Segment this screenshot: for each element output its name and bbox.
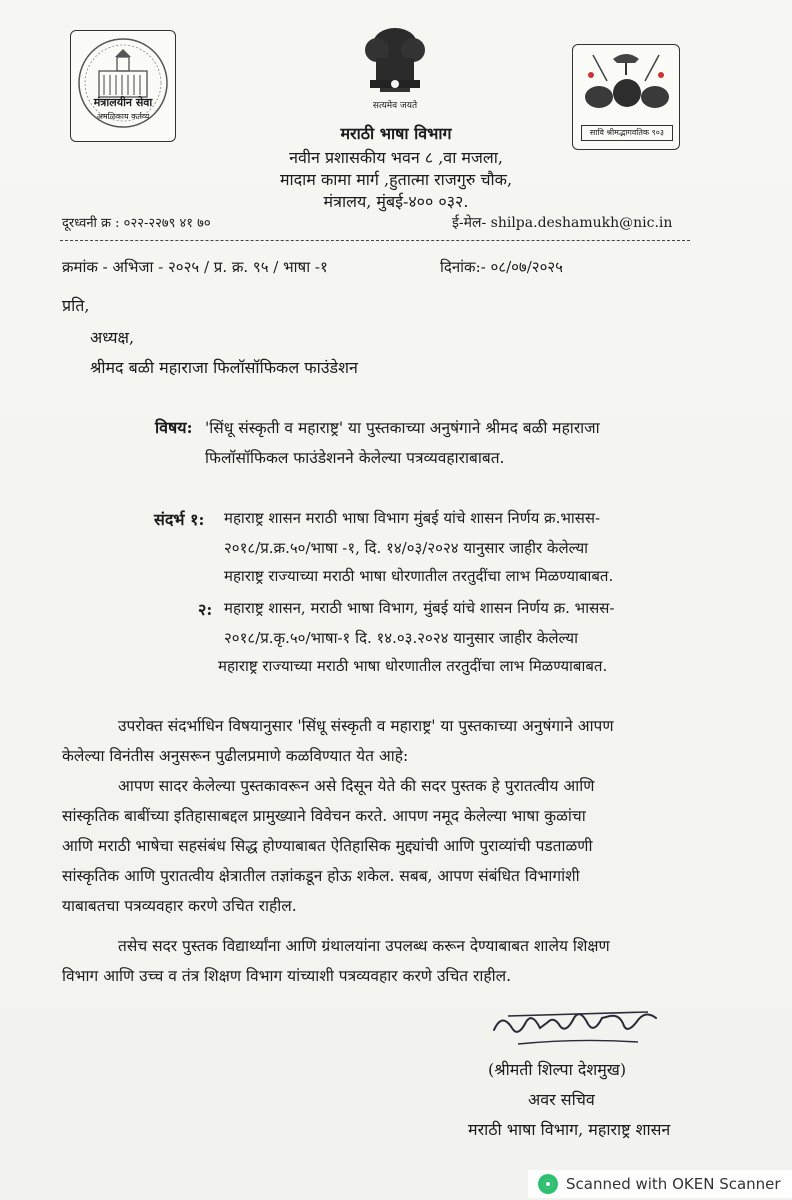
department-name: मराठी भाषा विभाग xyxy=(340,124,452,143)
left-logo-subtext: अमळिकाय कर्तव्य xyxy=(96,112,150,121)
royal-crest-icon xyxy=(573,45,679,125)
subject-line-1: 'सिंधू संस्कृती व महाराष्ट्र' या पुस्तकाच्या अनुषंगाने श्रीमद बळी महाराजा xyxy=(205,419,600,437)
address-line-1: नवीन प्रशासकीय भवन ८ ,वा मजला, xyxy=(289,148,503,167)
reference-1-line-1: महाराष्ट्र शासन मराठी भाषा विभाग मुंबई यांचे शासन निर्णय क्र.भासस- xyxy=(224,509,601,527)
scanner-text: Scanned with OKEN Scanner xyxy=(566,1175,781,1193)
body-p3-line-2: विभाग आणि उच्च व तंत्र शिक्षण विभाग यांच्याशी पत्रव्यवहार करणे उचित राहील. xyxy=(62,967,512,985)
reference-2-line-1: महाराष्ट्र शासन, मराठी भाषा विभाग, मुंबई यांचे शासन निर्णय क्र. भासस- xyxy=(224,599,615,617)
signatory-name: (श्रीमती शिल्पा देशमुख) xyxy=(488,1060,627,1079)
body-p2-line-4: सांस्कृतिक आणि पुरातत्वीय क्षेत्रातील तज्ञांकडून होऊ शकेल. सबब, आपण संबंधित विभागांशी xyxy=(62,867,580,885)
handwritten-signature xyxy=(488,998,668,1058)
reference-number: क्रमांक - अभिजा - २०२५ / प्र. क्र. ९५ / भाषा -१ xyxy=(62,258,328,276)
subject-label: विषय: xyxy=(155,418,193,437)
body-p2-line-1: आपण सादर केलेल्या पुस्तकावरून असे दिसून येते की सदर पुस्तक हे पुरातत्वीय आणि xyxy=(118,777,595,795)
reference-2-label: २: xyxy=(198,600,213,619)
header-divider xyxy=(60,240,690,241)
reference-2-line-2: २०१८/प्र.कृ.५०/भाषा-१ दि. १४.०३.२०२४ यानुसार जाहीर केलेल्या xyxy=(224,629,578,647)
signatory-office: मराठी भाषा विभाग, महाराष्ट्र शासन xyxy=(468,1120,671,1139)
body-p1-line-2: केलेल्या विनंतीस अनुसरून पुढीलप्रमाणे कळविण्यात येत आहे: xyxy=(62,747,409,765)
emblem-motto: सत्यमेव जयते xyxy=(372,101,418,111)
signatory-designation: अवर सचिव xyxy=(528,1090,595,1109)
address-line-3: मंत्रालय, मुंबई-४०० ०३२. xyxy=(323,192,469,211)
scanner-watermark xyxy=(528,1170,792,1198)
ashoka-lions-icon xyxy=(350,22,440,102)
body-p1-line-1: उपरोक्त संदर्भाधिन विषयानुसार 'सिंधू संस्कृती व महाराष्ट्र' या पुस्तकाच्या अनुषंगाने आपण xyxy=(118,717,614,735)
subject-line-2: फिलॉसॉफिकल फाउंडेशनने केलेल्या पत्रव्यवहाराबाबत. xyxy=(205,449,505,467)
phone-number: दूरध्वनी क्र : ०२२-२२७९ ४१ ७० xyxy=(62,216,211,231)
reference-1-line-2: २०१८/प्र.क्र.५०/भाषा -१, दि. १४/०३/२०२४ यानुसार जाहीर केलेल्या xyxy=(224,539,589,557)
letter-date: दिनांक:- ०८/०७/२०२५ xyxy=(440,258,563,276)
address-line-2: मादाम कामा मार्ग ,हुतात्मा राजगुरु चौक, xyxy=(279,170,513,189)
reference-1-line-3: महाराष्ट्र राज्याच्या मराठी भाषा धोरणातील तरतुदींचा लाभ मिळण्याबाबत. xyxy=(224,567,614,585)
body-p3-line-1: तसेच सदर पुस्तक विद्यार्थ्यांना आणि ग्रंथालयांना उपलब्ध करून देण्याबाबत शालेय शिक्षण xyxy=(118,937,610,955)
recipient-title: अध्यक्ष, xyxy=(90,328,135,347)
reference-2-line-3: महाराष्ट्र राज्याच्या मराठी भाषा धोरणातील तरतुदींचा लाभ मिळण्याबाबत. xyxy=(218,657,608,675)
body-p2-line-2: सांस्कृतिक बाबींच्या इतिहासाबद्दल प्रामुख्याने विवेचन करते. आपण नमूद केलेल्या भाषा कुळांचा xyxy=(62,807,586,825)
left-logo-text: मंत्रालयीन सेवा xyxy=(93,96,153,109)
reference-1-label: संदर्भ १: xyxy=(154,510,205,529)
scanner-logo-icon xyxy=(538,1174,558,1194)
recipient-org: श्रीमद बळी महाराजा फिलॉसॉफिकल फाउंडेशन xyxy=(90,358,358,377)
recipient-prati: प्रति, xyxy=(62,296,90,315)
body-p2-line-3: आणि मराठी भाषेचा सहसंबंध सिद्ध होण्याबाबत ऐतिहासिक मुद्द्यांची आणि पुराव्यांची पडताळणी xyxy=(62,837,593,855)
email-address: ई-मेल- shilpa.deshamukh@nic.in xyxy=(452,215,673,231)
national-emblem xyxy=(350,22,440,114)
right-logo-text: सावि श्रीमद्भागवतिक ९०३ xyxy=(581,125,673,141)
body-p2-line-5: याबाबतचा पत्रव्यवहार करणे उचित राहील. xyxy=(62,897,297,915)
